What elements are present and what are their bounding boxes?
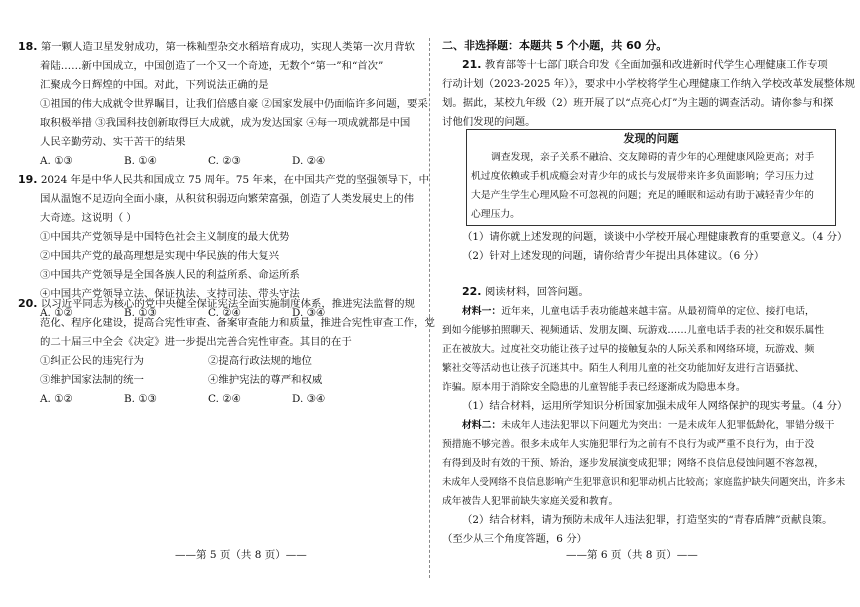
question-number: 21. <box>462 58 482 71</box>
option-d: D. ③④ <box>292 393 326 405</box>
question-text: 汇聚成今日辉煌的中国。对此，下列说法正确的是 <box>40 79 269 91</box>
option-d: D. ③④ <box>292 307 326 319</box>
statement-item: ②提高行政法规的地位 <box>208 355 312 367</box>
option-a: A. ①③ <box>40 155 73 167</box>
right-page <box>431 0 860 607</box>
material-text: 到如今能够拍照聊天、视频通话、发朋友圈、玩游戏……儿童电话手表的社交和娱乐属性 <box>442 325 825 336</box>
findings-line: 心理压力。 <box>471 209 520 220</box>
question-text: 着陆……新中国成立，中国创造了一个又一个奇迹，无数个“第一”和“首次” <box>40 60 384 72</box>
findings-line: 机过度依赖或手机成瘾会对青少年的成长与发展带来许多负面影响；学习压力过 <box>471 171 814 182</box>
sub-question-2: （2）结合材料，请为预防未成年人违法犯罪，打造坚实的“青春盾牌”贡献良策。 <box>462 514 833 526</box>
option-a: A. ①② <box>40 393 73 405</box>
option-c: C. ②④ <box>208 307 241 319</box>
sub-question-1: （1）结合材料，运用所学知识分析国家加强未成年人网络保护的现实考量。（4 分） <box>462 400 848 412</box>
statement-line: 人民辛勤劳动、实干苦干的结果 <box>40 136 186 148</box>
option-b: B. ①④ <box>124 155 157 167</box>
question-text: 范化、程序化建设，提高合宪性审查、备案审查能力和质量，推进合宪性审查工作，党 <box>40 317 435 329</box>
findings-box-body <box>467 148 835 224</box>
question-text: 2024 年是中华人民共和国成立 75 周年。75 年来，在中国共产党的坚强领导下，中 <box>40 174 430 186</box>
question-text: 第一颗人造卫星发射成功，第一株籼型杂交水稻培育成功，实现人类第一次月背软 <box>40 41 415 53</box>
option-b: B. ①③ <box>124 307 157 319</box>
material-text: 正在被放大。过度社交功能让孩子过早的接触复杂的人际关系和网络环境，玩游戏、频 <box>442 344 815 355</box>
sub-question-1: （1）请你就上述发现的问题，谈谈中小学校开展心理健康教育的重要意义。（4 分） <box>462 231 848 243</box>
material-text: 繁社交等活动也让孩子沉迷其中。陌生人利用儿童的社交功能加好友进行言语骚扰、 <box>442 363 805 374</box>
statement-row <box>18 352 422 371</box>
statement-line: ②中国共产党的最高理想是实现中华民族的伟大复兴 <box>40 250 279 262</box>
material-text: 预措施不够完善。很多未成年人实施犯罪行为之前有不良行为或严重不良行为，由于没 <box>442 439 815 450</box>
statement-line: ④中国共产党领导立法、保证执法、支持司法、带头守法 <box>40 288 300 300</box>
question-20 <box>18 294 435 409</box>
material-text: 近年来，儿童电话手表功能越来越丰富。从最初简单的定位、接打电话， <box>501 306 815 317</box>
statement-item: ④维护宪法的尊严和权威 <box>208 374 323 386</box>
material-text: 未成年人违法犯罪以下问题尤为突出：一是未成年人犯罪低龄化，罪错分级干 <box>501 420 835 431</box>
findings-box <box>466 129 836 226</box>
question-number: 19. <box>18 173 38 186</box>
statement-line: 取积极举措 ③我国科技创新取得巨大成就，成为发达国家 ④每一项成就都是中国 <box>40 117 411 129</box>
question-21-subquestions <box>462 228 857 266</box>
statement-item: ③维护国家法制的统一 <box>40 374 144 386</box>
option-c: C. ②③ <box>208 155 241 167</box>
statement-line: ①祖国的伟大成就令世界瞩目，让我们倍感自豪 ②国家发展中仍面临许多问题，要采 <box>40 98 428 110</box>
statement-item: ①纠正公民的违宪行为 <box>40 355 144 367</box>
question-text: 大奇迹。这说明（ ） <box>40 212 137 224</box>
question-text: 以习近平同志为核心的党中央健全保证宪法全面实施制度体系，推进宪法监督的规 <box>40 298 415 310</box>
option-c: C. ②④ <box>208 393 241 405</box>
material-label: 材料一： <box>462 306 502 317</box>
answer-options <box>18 390 422 409</box>
statement-line: ③中国共产党领导是全国各族人民的利益所系、命运所系 <box>40 269 300 281</box>
question-22 <box>442 282 854 549</box>
sub-question-2-note: （至少从三个角度答题，6 分） <box>442 533 587 545</box>
question-number: 18. <box>18 40 38 53</box>
material-label: 材料二： <box>462 420 502 431</box>
page-divider <box>429 38 430 578</box>
page-footer: ——第 5 页（共 8 页）—— <box>175 549 307 561</box>
option-a: A. ①② <box>40 307 73 319</box>
question-21 <box>442 55 855 132</box>
sub-question-2: （2）针对上述发现的问题，请你给青少年提出具体建议。（6 分） <box>462 250 765 262</box>
material-text: 有得到及时有效的干预、矫治，逐步发展演变成犯罪；网络不良信息侵蚀问题不容忽视， <box>442 458 825 469</box>
question-text: 划。据此，某校九年级（2）班开展了以“点亮心灯”为主题的调查活动。请你参与和探 <box>442 97 834 109</box>
page-footer: ——第 6 页（共 8 页）—— <box>566 549 698 561</box>
answer-options <box>18 152 422 171</box>
findings-box-title: 发现的问题 <box>623 132 679 145</box>
question-text: 行动计划（2023-2025 年）》，要求中小学校将学生心理健康工作纳入学校改革发展整体规 <box>442 78 855 90</box>
material-text: 未成年人受网络不良信息影响产生犯罪意识和犯罪动机占比较高；家庭监护缺失问题突出，许多未 <box>442 477 846 488</box>
question-text: 讨他们发现的问题。 <box>442 116 536 128</box>
option-d: D. ②④ <box>292 155 326 167</box>
material-text: 成年被告人犯罪前缺失家庭关爱和教育。 <box>442 496 619 507</box>
question-number: 20. <box>18 297 38 310</box>
option-b: B. ①③ <box>124 393 157 405</box>
question-text: 的二十届三中全会《决定》进一步提出完善合宪性审查。其目的在于 <box>40 336 352 348</box>
statement-row <box>18 371 422 390</box>
question-18 <box>18 37 428 171</box>
section-title: 二、非选择题：本题共 5 个小题，共 60 分。 <box>442 39 668 52</box>
material-text: 诈骗。原本用于消除安全隐患的儿童智能手表已经逐渐成为隐患本身。 <box>442 382 746 393</box>
question-text: 国从温饱不足迈向全面小康，从积贫积弱迈向繁荣富强，创造了人类发展史上的伟 <box>40 193 415 205</box>
findings-line: 大是产生学生心理风险不可忽视的问题；充足的睡眠和运动有助于减轻青少年的 <box>471 190 814 201</box>
question-text: 阅读材料，回答问题。 <box>484 286 589 298</box>
question-number: 22. <box>462 285 482 298</box>
findings-line: 调查发现，亲子关系不融洽、交友障碍的青少年的心理健康风险更高；对手 <box>491 152 815 163</box>
statement-line: ①中国共产党领导是中国特色社会主义制度的最大优势 <box>40 231 290 243</box>
question-text: 教育部等十七部门联合印发《全面加强和改进新时代学生心理健康工作专项 <box>484 59 828 71</box>
